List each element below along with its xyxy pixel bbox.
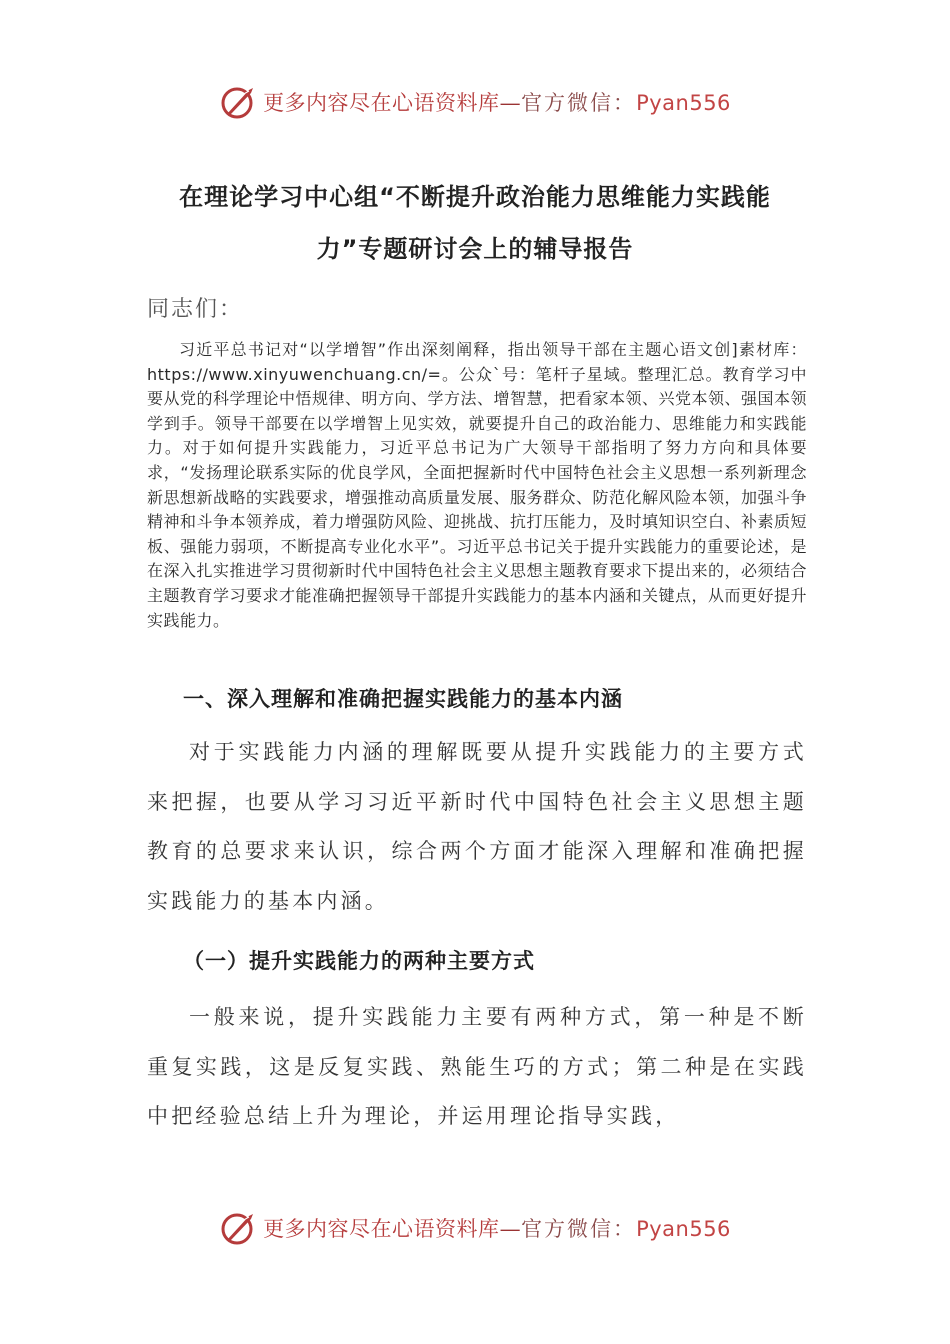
banner-text: [263, 1213, 731, 1243]
footer-banner: [0, 1206, 950, 1250]
banner-wechat-label: 官方微信：: [521, 91, 637, 115]
banner-text: [263, 87, 731, 117]
quill-logo-icon: [219, 1208, 259, 1248]
banner-main: 更多内容尽在心语资料库: [263, 1217, 500, 1241]
document-title-line2: 力”专题研讨会上的辅导报告: [316, 235, 634, 263]
banner-separator: —: [499, 91, 522, 115]
body-paragraph-1: 对于实践能力内涵的理解既要从提升实践能力的主要方式来把握，也要从学习习近平新时代中国特色社会主义思想主题教育的总要求来认识，综合两个方面才能深入理解和准确把握实践能力的基本内涵。: [147, 740, 807, 913]
intro-paragraph: 习近平总书记对“以学增智”作出深刻阐释，指出领导干部在主题心语文创]素材库：https://www.xinyuwenchuang.cn/=。公众`号：笔杆子星域。整理汇总。教育学习中要从党的科学理论中悟规律、明方向、学方法、增智慧，把看家本领、兴党本领、强国本领学到手。领导干部要在以学增智上见实效，就要提升自己的政治能力、思维能力和实践能力。对于如何提升实践能力，习近平总书记为广大领导干部指明了努力方向和具体要求，“发扬理论联系实际的优良学风，全面把握新时代中国特色社会主义思想一系列新理念新思想新战略的实践要求，增强推动高质量发展、服务群众、防范化解风险本领，加强斗争精神和斗争本领养成，着力增强防风险、迎挑战、抗打压能力，及时填知识空白、补素质短板、强能力弱项，不断提高专业化水平”。习近平总书记关于提升实践能力的重要论述，是在深入扎实推进学习贯彻新时代中国特色社会主义思想主题教育要求下提出来的，必须结合主题教育学习要求才能准确把握领导干部提升实践能力的基本内涵和关键点，从而更好提升实践能力。: [147, 340, 808, 630]
body-paragraph-2: 一般来说，提升实践能力主要有两种方式，第一种是不断重复实践，这是反复实践、熟能生巧的方式；第二种是在实践中把经验总结上升为理论，并运用理论指导实践，: [147, 1005, 807, 1128]
document-title-line1: 在理论学习中心组“不断提升政治能力思维能力实践能: [179, 183, 771, 211]
section-heading-1: 一、深入理解和准确把握实践能力的基本内涵: [183, 687, 623, 711]
banner-separator: —: [499, 1217, 522, 1241]
banner-wechat-id: Pyan556: [636, 91, 731, 115]
banner-wechat-id: Pyan556: [636, 1217, 731, 1241]
greeting: 同志们：: [147, 297, 244, 322]
header-banner: [0, 80, 950, 124]
quill-logo-icon: [219, 82, 259, 122]
subsection-heading-1: （一）提升实践能力的两种主要方式: [183, 949, 535, 973]
banner-wechat-label: 官方微信：: [521, 1217, 637, 1241]
banner-main: 更多内容尽在心语资料库: [263, 91, 500, 115]
